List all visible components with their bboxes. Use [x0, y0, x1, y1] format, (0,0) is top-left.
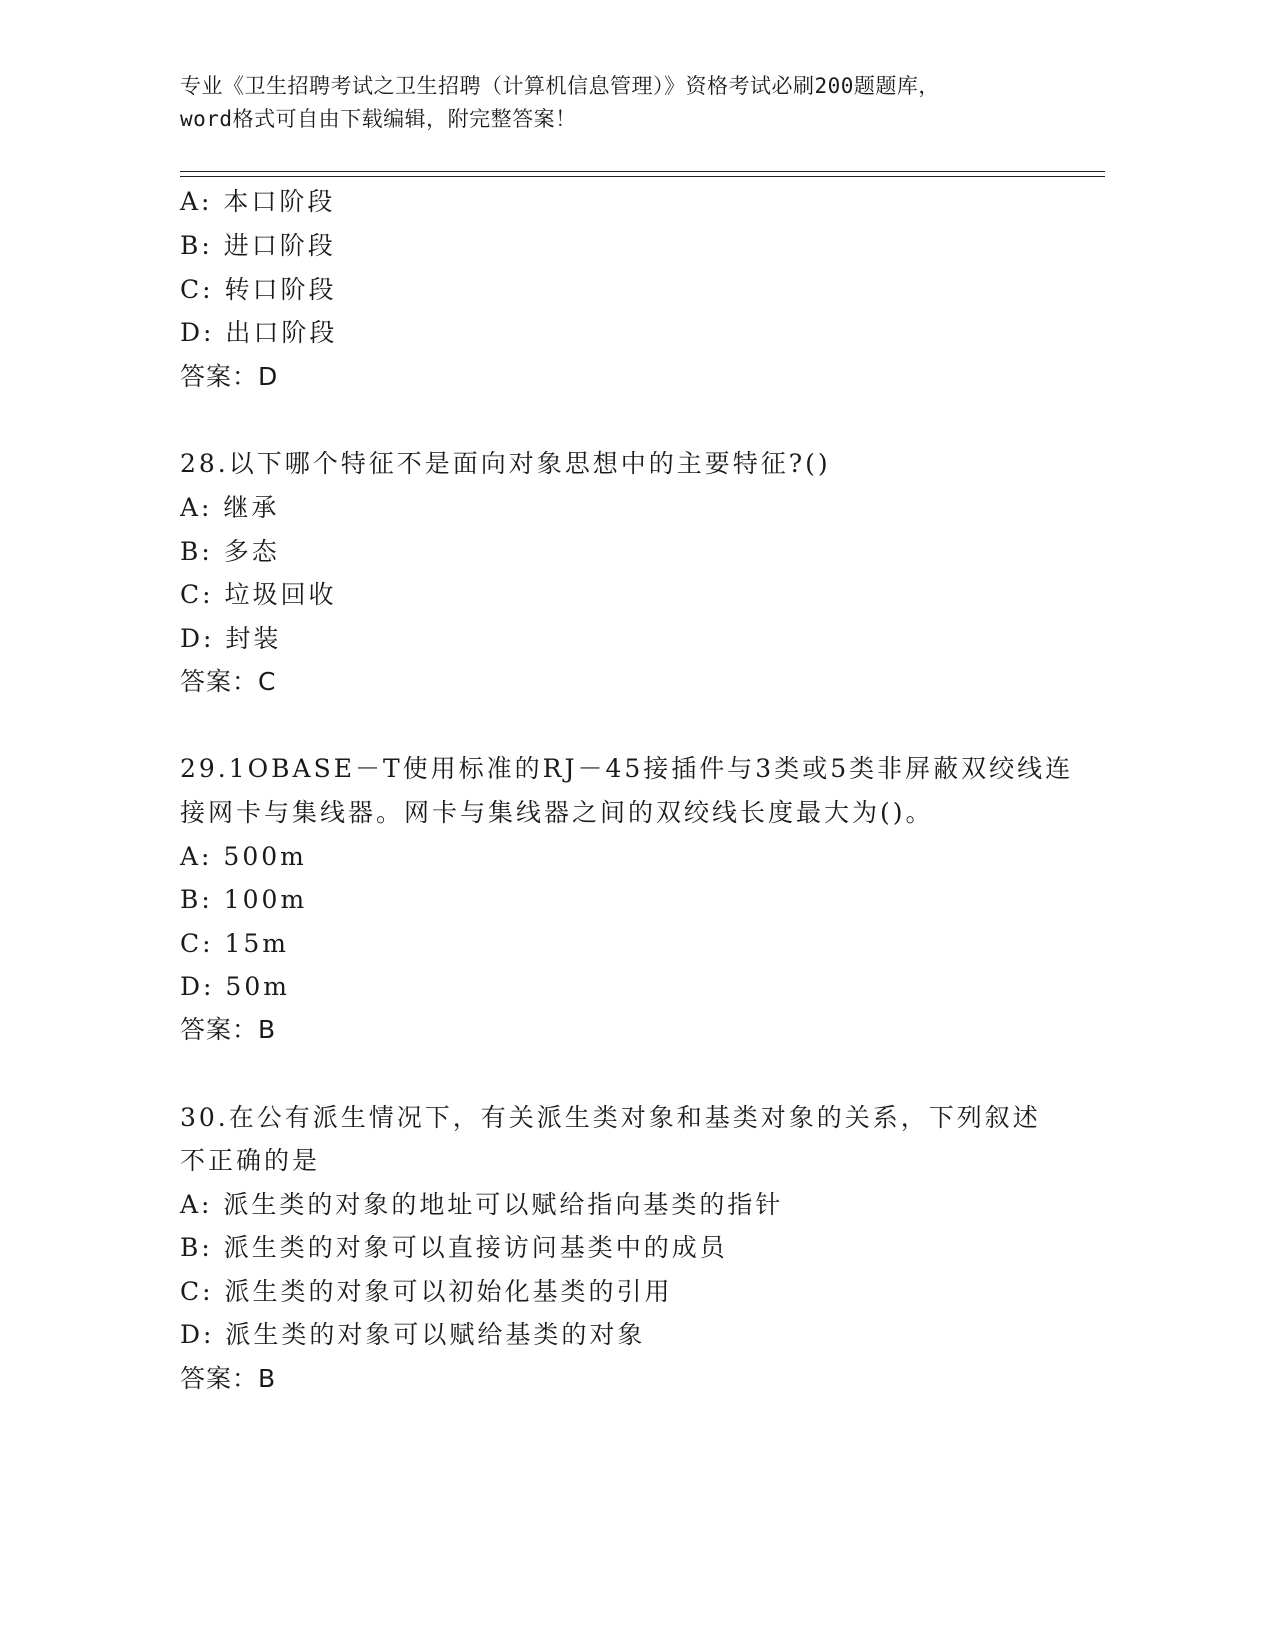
q30-option-a: A: 派生类的对象的地址可以赋给指向基类的指针 [180, 1190, 784, 1219]
q30-option-d: D: 派生类的对象可以赋给基类的对象 [180, 1320, 646, 1349]
q30-stem-line-1: 30.在公有派生情况下，有关派生类对象和基类对象的关系，下列叙述 [180, 1103, 1041, 1132]
q30-option-b: B: 派生类的对象可以直接访问基类中的成员 [180, 1233, 728, 1262]
q27-option-b: B: 进口阶段 [180, 231, 336, 260]
q28-option-d: D: 封装 [180, 624, 282, 653]
q28-option-a: A: 继承 [180, 493, 280, 522]
header-title-line-2: word格式可自由下载编辑，附完整答案！ [180, 107, 577, 131]
q29-option-a: A: 500m [180, 842, 307, 871]
q29-stem-line-1: 29.1OBASE－T使用标准的RJ－45接插件与3类或5类非屏蔽双绞线连 [180, 754, 1074, 783]
header-divider-bottom [180, 176, 1105, 177]
q27-answer: 答案：D [180, 362, 279, 391]
q28-option-c: C: 垃圾回收 [180, 580, 337, 609]
q30-option-c: C: 派生类的对象可以初始化基类的引用 [180, 1277, 673, 1306]
document-header [180, 70, 1080, 136]
q30-stem-line-2: 不正确的是 [180, 1146, 321, 1175]
q29-answer: 答案：B [180, 1015, 277, 1044]
q28-option-b: B: 多态 [180, 537, 280, 566]
q28-stem: 28.以下哪个特征不是面向对象思想中的主要特征?() [180, 449, 831, 478]
q29-option-b: B: 100m [180, 885, 308, 914]
header-title-line-1: 专业《卫生招聘考试之卫生招聘（计算机信息管理）》资格考试必刷200题题库， [180, 74, 940, 98]
q28-answer: 答案：C [180, 667, 277, 696]
q27-option-d: D: 出口阶段 [180, 318, 338, 347]
q30-answer: 答案：B [180, 1364, 277, 1393]
q29-stem-line-2: 接网卡与集线器。网卡与集线器之间的双绞线长度最大为()。 [180, 798, 934, 827]
q27-option-c: C: 转口阶段 [180, 275, 337, 304]
header-divider-top [180, 171, 1105, 172]
q29-option-c: C: 15m [180, 929, 290, 958]
q29-option-d: D: 50m [180, 972, 290, 1001]
q27-option-a: A: 本口阶段 [180, 187, 336, 216]
